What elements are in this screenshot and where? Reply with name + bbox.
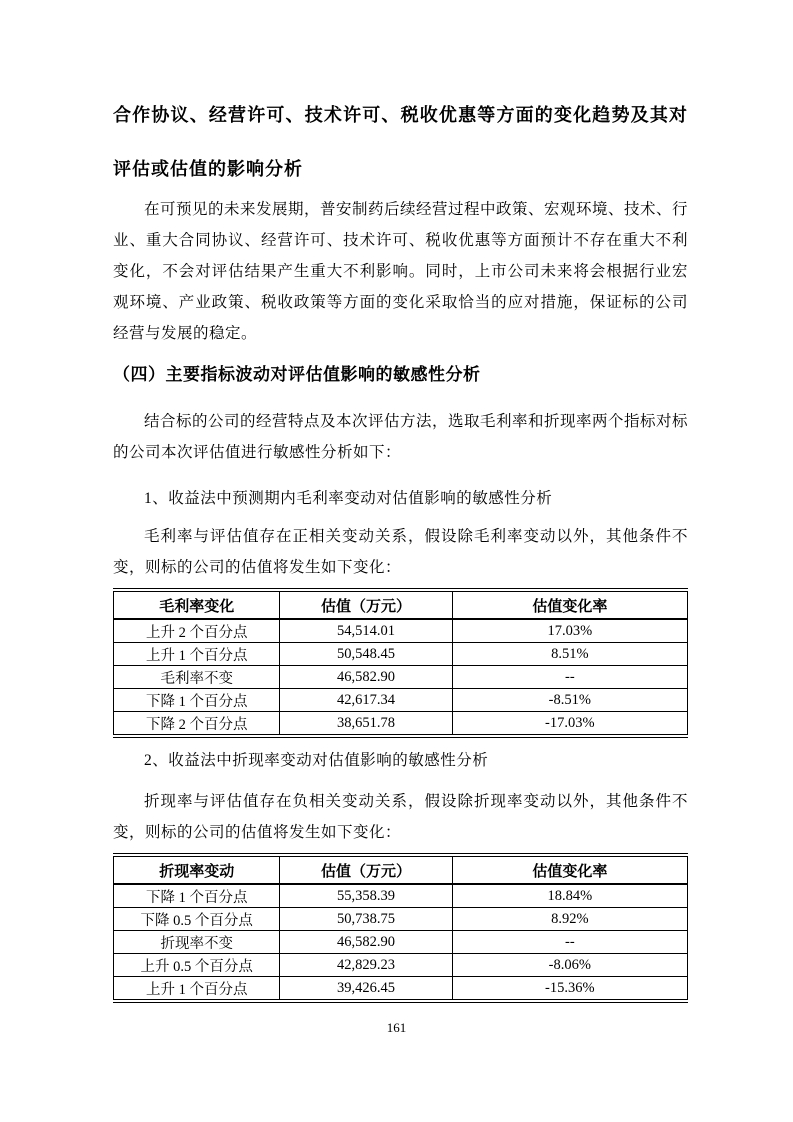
table-header-row [114,590,688,619]
table-cell: 上升 1 个百分点 [114,643,280,666]
table-row [114,712,688,737]
table-cell: 38,651.78 [280,712,452,737]
table-cell: 50,738.75 [280,908,452,931]
table-cell: 下降 0.5 个百分点 [114,908,280,931]
table-cell: 50,548.45 [280,643,452,666]
table-row [114,643,688,666]
table-cell: -- [452,666,687,689]
item-heading-gross-margin: 1、收益法中预测期内毛利率变动对估值影响的敏感性分析 [144,490,553,507]
table-cell: 8.51% [452,643,687,666]
paragraph-analysis-intro: 结合标的公司的经营特点及本次评估方法，选取毛利率和折现率两个指标对标的公司本次评估值进行敏感性分析如下： [113,413,689,461]
item-heading-discount-rate: 2、收益法中折现率变动对估值影响的敏感性分析 [144,752,489,769]
discount-rate-sensitivity-table [113,853,688,1003]
table-row [114,977,688,1002]
subsection-heading-sensitivity-analysis: （四）主要指标波动对评估值影响的敏感性分析 [113,365,481,384]
paragraph-discount-rate-relation: 折现率与评估值存在负相关变动关系，假设除折现率变动以外，其他条件不变，则标的公司的估值将发生如下变化： [113,793,688,841]
table-cell: 上升 2 个百分点 [114,619,280,643]
table-header-cell: 估值（万元） [280,590,452,619]
table-cell: 39,426.45 [280,977,452,1002]
table-cell: 毛利率不变 [114,666,280,689]
table-cell: 46,582.90 [280,931,452,954]
table-row [114,619,688,643]
table-row [114,689,688,712]
table-header-cell: 估值变化率 [452,590,687,619]
table-row [114,931,688,954]
table-cell: 42,617.34 [280,689,452,712]
gross-margin-sensitivity-table [113,588,688,738]
table-cell: 55,358.39 [280,884,452,908]
main-heading: 合作协议、经营许可、技术许可、税收优惠等方面的变化趋势及其对评估或估值的影响分析 [113,105,688,179]
table-cell: 17.03% [452,619,687,643]
table-header-cell: 估值变化率 [452,855,687,884]
table-cell: -17.03% [452,712,687,737]
paragraph-future-outlook: 在可预见的未来发展期，普安制药后续经营过程中政策、宏观环境、技术、行业、重大合同协议、经营许可、技术许可、税收优惠等方面预计不存在重大不利变化，不会对评估结果产生重大不利影响。同时，上市公司未来将会根据行业宏观环境、产业政策、税收政策等方面的变化采取恰当的应对措施，保证标的公司经营与发展的稳定。 [113,201,689,342]
table-row [114,884,688,908]
table-cell: 下降 1 个百分点 [114,884,280,908]
table-cell: 8.92% [452,908,687,931]
table-cell: 下降 2 个百分点 [114,712,280,737]
table-row [114,666,688,689]
table-cell: -8.06% [452,954,687,977]
table-cell: 54,514.01 [280,619,452,643]
table-header-cell: 毛利率变化 [114,590,280,619]
table-row [114,908,688,931]
table-row [114,954,688,977]
table-cell: 42,829.23 [280,954,452,977]
table-cell: -8.51% [452,689,687,712]
table-header-cell: 折现率变动 [114,855,280,884]
table-header-row [114,855,688,884]
paragraph-gross-margin-relation: 毛利率与评估值存在正相关变动关系，假设除毛利率变动以外，其他条件不变，则标的公司的估值将发生如下变化： [113,528,688,576]
table-cell: -- [452,931,687,954]
table-cell: 18.84% [452,884,687,908]
table-cell: 46,582.90 [280,666,452,689]
table-cell: 下降 1 个百分点 [114,689,280,712]
table-cell: -15.36% [452,977,687,1002]
table-header-cell: 估值（万元） [280,855,452,884]
table-cell: 折现率不变 [114,931,280,954]
table-cell: 上升 0.5 个百分点 [114,954,280,977]
page-number: 161 [386,1020,407,1035]
table-cell: 上升 1 个百分点 [114,977,280,1002]
